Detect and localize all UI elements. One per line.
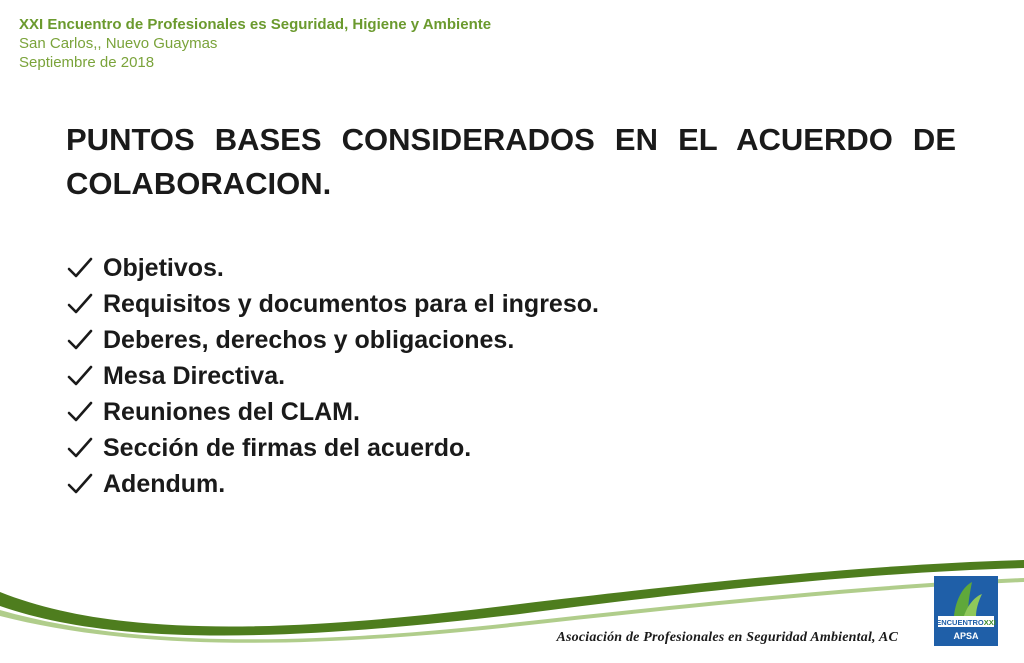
- checkmark-icon: [66, 364, 94, 388]
- svg-text:ENCUENTROXXI: [936, 618, 996, 627]
- list-item: [66, 286, 599, 322]
- checkmark-icon: [66, 436, 94, 460]
- list-item-label: Sección de firmas del acuerdo.: [103, 433, 472, 462]
- list-item: [66, 430, 599, 466]
- list-item: [66, 250, 599, 286]
- list-item-label: Deberes, derechos y obligaciones.: [103, 325, 515, 354]
- list-item: [66, 394, 599, 430]
- slide-header: [19, 15, 491, 72]
- bullet-list: [66, 250, 599, 502]
- checkmark-icon: [66, 256, 94, 280]
- checkmark-icon: [66, 292, 94, 316]
- list-item: [66, 466, 599, 502]
- checkmark-icon: [66, 472, 94, 496]
- checkmark-icon: [66, 328, 94, 352]
- list-item-label: Adendum.: [103, 469, 226, 498]
- slide-title: PUNTOS BASES CONSIDERADOS EN EL ACUERDO DE COLABORACION.: [66, 122, 956, 201]
- logo-text-apsa: APSA: [953, 631, 979, 641]
- encuentro-xxi-apsa-logo: [934, 576, 998, 646]
- list-item: [66, 358, 599, 394]
- list-item-label: Mesa Directiva.: [103, 361, 286, 390]
- event-title: XXI Encuentro de Profesionales es Seguridad, Higiene y Ambiente: [19, 16, 492, 33]
- event-date: Septiembre de 2018: [19, 54, 155, 71]
- list-item-label: Reuniones del CLAM.: [103, 397, 360, 426]
- checkmark-icon: [66, 400, 94, 424]
- logo-text-xxi: XXI: [983, 618, 996, 627]
- logo-text-encuentro: ENCUENTRO: [936, 618, 984, 627]
- list-item-label: Objetivos.: [103, 253, 224, 282]
- list-item-label: Requisitos y documentos para el ingreso.: [103, 289, 599, 318]
- organization-footer: Asociación de Profesionales en Seguridad Ambiental, AC: [556, 630, 898, 645]
- list-item: [66, 322, 599, 358]
- event-location: San Carlos,, Nuevo Guaymas: [19, 35, 218, 52]
